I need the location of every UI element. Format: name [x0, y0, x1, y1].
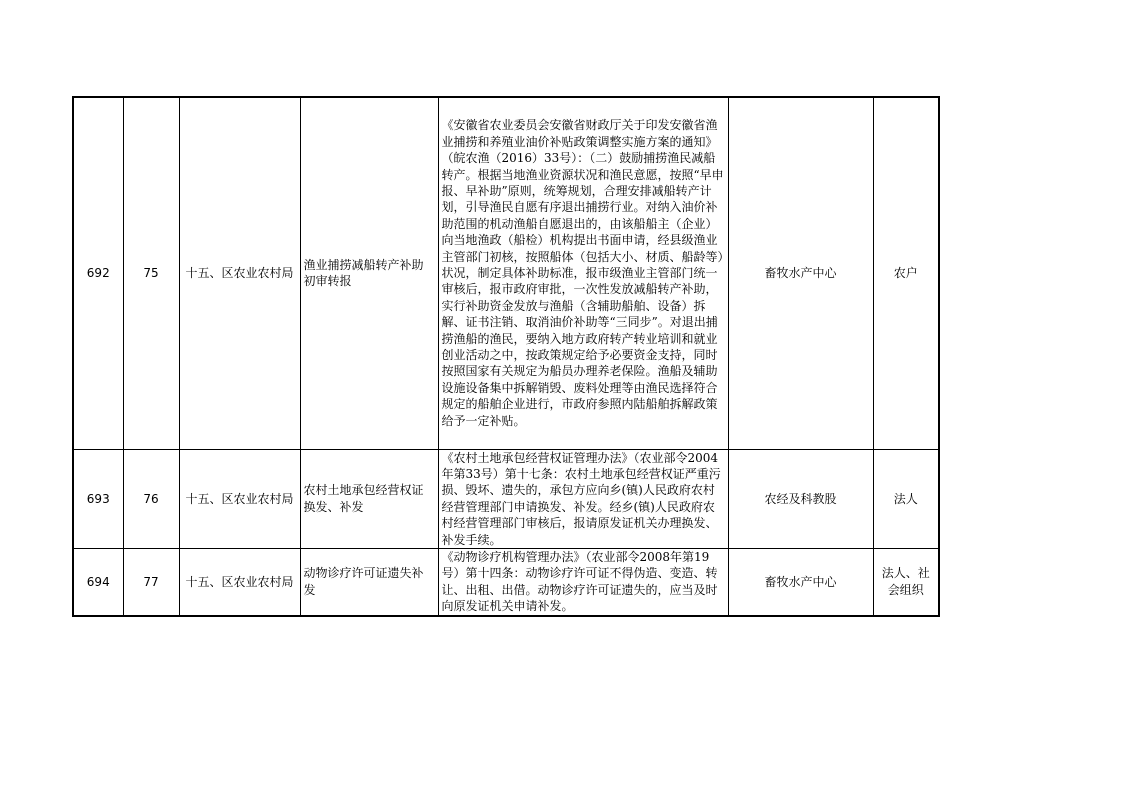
responsible-unit-cell: 畜牧水产中心 — [728, 548, 873, 615]
service-items-table — [72, 96, 940, 617]
department-cell: 十五、区农业农村局 — [179, 548, 300, 615]
row-sub-number-cell: 76 — [123, 449, 179, 548]
service-target-cell: 法人 — [873, 449, 939, 548]
responsible-unit-cell: 农经及科教股 — [728, 449, 873, 548]
item-name-cell: 动物诊疗许可证遗失补发 — [300, 548, 438, 615]
row-seq-cell: 693 — [73, 449, 123, 548]
table-row — [73, 548, 939, 615]
item-name-cell: 农村土地承包经营权证换发、补发 — [300, 449, 438, 548]
department-cell: 十五、区农业农村局 — [179, 449, 300, 548]
row-sub-number-cell: 77 — [123, 548, 179, 615]
legal-basis-cell: 《动物诊疗机构管理办法》（农业部令2008年第19号）第十四条：动物诊疗许可证不得伪造、变造、转让、出租、出借。动物诊疗许可证遗失的，应当及时向原发证机关申请补发。 — [438, 548, 728, 615]
legal-basis-cell: 《农村土地承包经营权证管理办法》（农业部令2004年第33号）第十七条：农村土地承包经营权证严重污损、毁坏、遗失的，承包方应向乡(镇)人民政府农村经营管理部门申请换发、补发。经乡(镇)人民政府农村经营管理部门审核后，报请原发证机关办理换发、补发手续。 — [438, 449, 728, 548]
item-name-cell: 渔业捕捞减船转产补助初审转报 — [300, 97, 438, 449]
row-seq-cell: 692 — [73, 97, 123, 449]
legal-basis-cell: 《安徽省农业委员会安徽省财政厅关于印发安徽省渔业捕捞和养殖业油价补贴政策调整实施方案的通知》（皖农渔（2016）33号）：（二）鼓励捕捞渔民减船转产。根据当地渔业资源状况和渔民意愿，按照“早申报、早补助”原则，统筹规划，合理安排减船转产计划，引导渔民自愿有序退出捕捞行业。对纳入油价补助范围的机动渔船自愿退出的，由该船船主（企业）向当地渔政（船检）机构提出书面申请，经县级渔业主管部门初核，按照船体（包括大小、材质、船龄等）状况，制定具体补助标准，报市级渔业主管部门统一审核后，报市政府审批，一次性发放减船转产补助，实行补助资金发放与渔船（含辅助船舶、设备）拆解、证书注销、取消油价补助等“三同步”。对退出捕捞渔船的渔民，要纳入地方政府转产转业培训和就业创业活动之中，按政策规定给予必要资金支持，同时按照国家有关规定为船员办理养老保险。渔船及辅助设施设备集中拆解销毁、废料处理等由渔民选择符合规定的船舶企业进行，市政府参照内陆船舶拆解政策给予一定补贴。 — [438, 97, 728, 449]
department-cell: 十五、区农业农村局 — [179, 97, 300, 449]
row-seq-cell: 694 — [73, 548, 123, 615]
table-row — [73, 449, 939, 548]
service-target-cell: 法人、社会组织 — [873, 548, 939, 615]
row-sub-number-cell: 75 — [123, 97, 179, 449]
service-target-cell: 农户 — [873, 97, 939, 449]
responsible-unit-cell: 畜牧水产中心 — [728, 97, 873, 449]
table-row — [73, 97, 939, 449]
